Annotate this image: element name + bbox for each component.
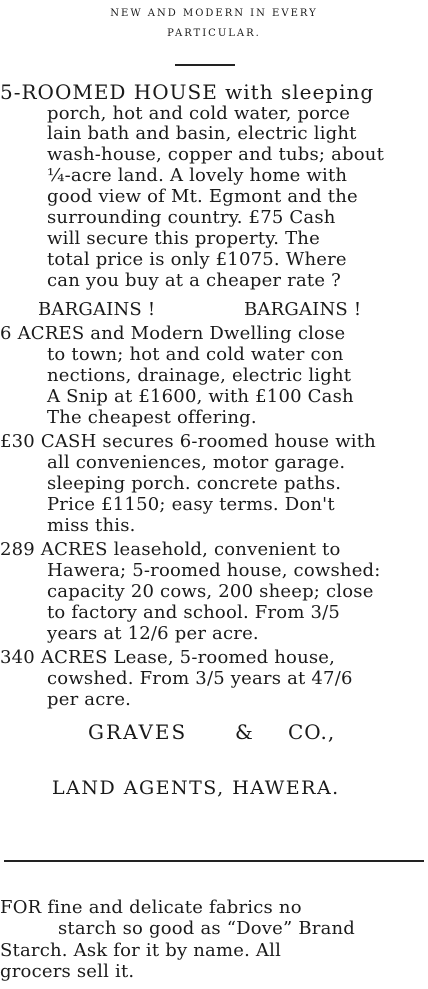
agent-name-part-2: CO., <box>288 720 336 744</box>
short-divider <box>175 64 235 66</box>
agent-tagline: LAND AGENTS, HAWERA. <box>52 777 340 799</box>
listing-line: £30 CASH secures 6-roomed house with <box>0 431 376 452</box>
listing-line: 289 ACRES leasehold, convenient to <box>0 539 341 560</box>
listing-line: Hawera; 5-roomed house, cowshed: <box>47 560 381 581</box>
ad1-line: ¼-acre land. A lovely home with <box>47 165 348 186</box>
listing-line: per acre. <box>47 689 132 710</box>
ad1-line: lain bath and basin, electric light <box>47 123 357 144</box>
ad1-line: porch, hot and cold water, porce <box>47 103 351 124</box>
ad1-line: good view of Mt. Egmont and the <box>47 186 358 207</box>
listing-line: nections, drainage, electric light <box>47 365 352 386</box>
ad1-line: can you buy at a cheaper rate ? <box>47 270 341 291</box>
listing-line: to town; hot and cold water con <box>47 344 344 365</box>
bargains-label-right: BARGAINS ! <box>244 299 362 320</box>
agent-name-part-1: GRAVES <box>88 720 188 744</box>
listing-line: 6 ACRES and Modern Dwelling close <box>0 323 346 344</box>
listing-line: 340 ACRES Lease, 5-roomed house, <box>0 647 336 668</box>
ad1-line: total price is only £1075. Where <box>47 249 347 270</box>
ad1-line: surrounding country. £75 Cash <box>47 207 336 228</box>
listing-line: miss this. <box>47 515 136 536</box>
listing-line: years at 12/6 per acre. <box>47 623 259 644</box>
header-line-2: PARTICULAR. <box>167 28 261 39</box>
ad2-line: starch so good as “Dove” Brand <box>58 918 356 939</box>
listing-line: capacity 20 cows, 200 sheep; close <box>47 581 374 602</box>
ad1-line: wash-house, copper and tubs; about <box>47 144 385 165</box>
ad1-line: 5-ROOMED HOUSE with sleeping <box>0 80 375 104</box>
ad2-line: Starch. Ask for it by name. All <box>0 940 282 961</box>
ad1-line: will secure this property. The <box>47 228 320 249</box>
listing-line: A Snip at £1600, with £100 Cash <box>47 386 354 407</box>
ad2-line: FOR fine and delicate fabrics no <box>0 897 302 918</box>
listing-line: cowshed. From 3/5 years at 47/6 <box>47 668 353 689</box>
listing-line: to factory and school. From 3/5 <box>47 602 341 623</box>
listing-line: sleeping porch. concrete paths. <box>47 473 342 494</box>
listing-line: Price £1150; easy terms. Don't <box>47 494 335 515</box>
ad2-line: grocers sell it. <box>0 961 135 982</box>
agent-ampersand: & <box>235 720 254 744</box>
header-line-1: NEW AND MODERN IN EVERY <box>110 8 318 19</box>
section-divider <box>4 860 424 862</box>
listing-line: all conveniences, motor garage. <box>47 452 346 473</box>
bargains-label-left: BARGAINS ! <box>38 299 156 320</box>
listing-line: The cheapest offering. <box>47 407 257 428</box>
